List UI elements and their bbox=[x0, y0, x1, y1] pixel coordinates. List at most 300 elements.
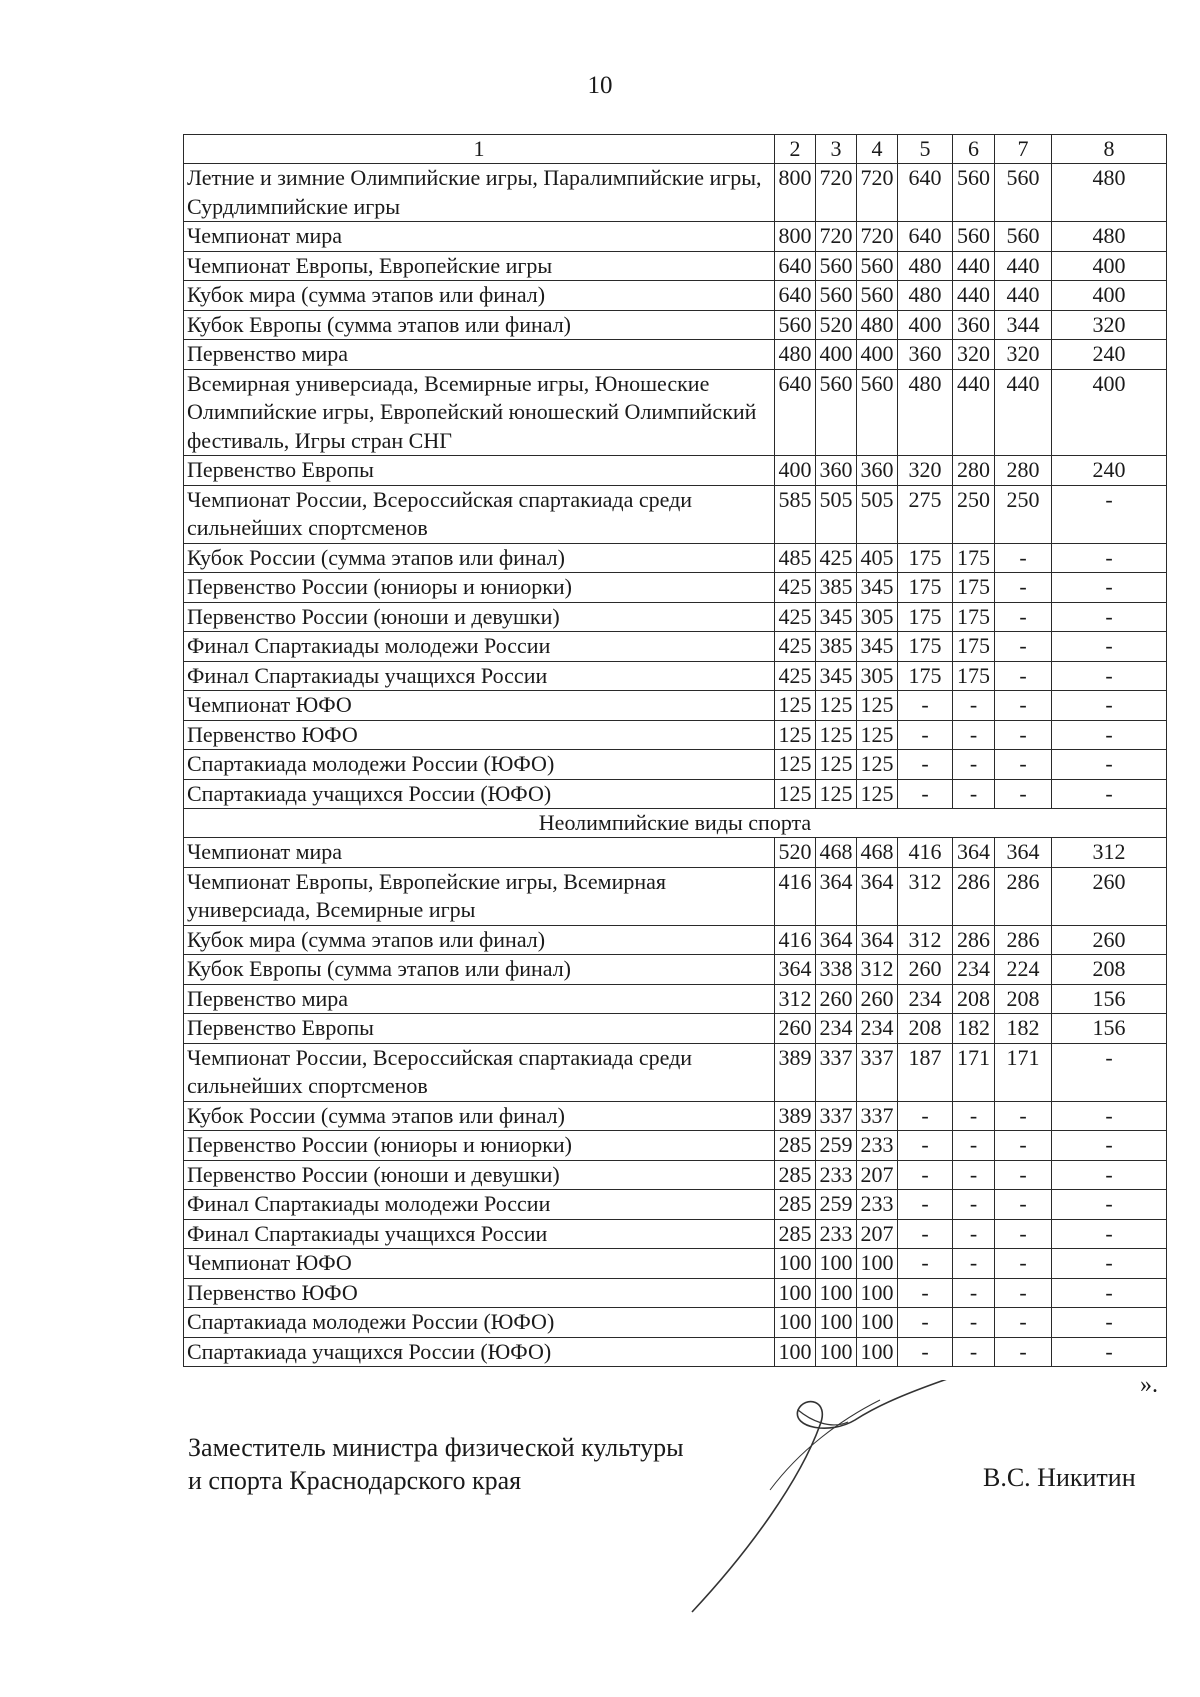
points-cell: - bbox=[953, 1308, 995, 1338]
points-cell: 800 bbox=[775, 222, 816, 252]
points-cell: - bbox=[1052, 1308, 1167, 1338]
points-cell: - bbox=[995, 1160, 1052, 1190]
points-cell: 100 bbox=[775, 1278, 816, 1308]
points-cell: 175 bbox=[953, 661, 995, 691]
competition-name-cell: Кубок Европы (сумма этапов или финал) bbox=[184, 310, 775, 340]
table-row bbox=[184, 779, 1167, 809]
points-cell: 440 bbox=[953, 251, 995, 281]
points-cell: 125 bbox=[857, 750, 898, 780]
points-cell: 233 bbox=[816, 1160, 857, 1190]
points-cell: 280 bbox=[953, 456, 995, 486]
column-number-cell: 6 bbox=[953, 135, 995, 164]
points-cell: 175 bbox=[898, 543, 953, 573]
points-cell: - bbox=[995, 1308, 1052, 1338]
points-cell: - bbox=[995, 1249, 1052, 1279]
points-cell: 400 bbox=[1052, 369, 1167, 456]
points-cell: - bbox=[1052, 779, 1167, 809]
points-cell: 364 bbox=[816, 925, 857, 955]
competition-name-cell: Чемпионат Европы, Европейские игры, Всемирная универсиада, Всемирные игры bbox=[184, 867, 775, 925]
points-cell: 100 bbox=[857, 1337, 898, 1367]
points-cell: - bbox=[1052, 573, 1167, 603]
points-cell: 360 bbox=[816, 456, 857, 486]
points-cell: - bbox=[953, 1101, 995, 1131]
points-cell: - bbox=[995, 1190, 1052, 1220]
points-table bbox=[183, 134, 1167, 1367]
points-cell: - bbox=[898, 720, 953, 750]
points-cell: 250 bbox=[953, 485, 995, 543]
points-cell: 425 bbox=[775, 632, 816, 662]
points-cell: 425 bbox=[775, 661, 816, 691]
points-cell: 389 bbox=[775, 1101, 816, 1131]
column-number-cell: 1 bbox=[184, 135, 775, 164]
table-row bbox=[184, 955, 1167, 985]
points-cell: 187 bbox=[898, 1043, 953, 1101]
points-cell: - bbox=[898, 1337, 953, 1367]
competition-name-cell: Первенство Европы bbox=[184, 1014, 775, 1044]
points-cell: 416 bbox=[775, 867, 816, 925]
table-row bbox=[184, 602, 1167, 632]
table-row bbox=[184, 1014, 1167, 1044]
points-cell: 468 bbox=[857, 838, 898, 868]
points-cell: 182 bbox=[953, 1014, 995, 1044]
points-cell: 345 bbox=[857, 632, 898, 662]
points-cell: 338 bbox=[816, 955, 857, 985]
points-cell: 425 bbox=[775, 573, 816, 603]
points-cell: - bbox=[995, 543, 1052, 573]
points-cell: 312 bbox=[857, 955, 898, 985]
points-cell: - bbox=[1052, 1219, 1167, 1249]
table-row bbox=[184, 281, 1167, 311]
points-cell: 171 bbox=[995, 1043, 1052, 1101]
points-cell: 400 bbox=[775, 456, 816, 486]
points-cell: 125 bbox=[857, 779, 898, 809]
points-cell: 260 bbox=[775, 1014, 816, 1044]
points-cell: - bbox=[995, 573, 1052, 603]
column-number-cell: 8 bbox=[1052, 135, 1167, 164]
points-cell: 125 bbox=[816, 720, 857, 750]
competition-name-cell: Первенство России (юноши и девушки) bbox=[184, 602, 775, 632]
table-row bbox=[184, 632, 1167, 662]
competition-name-cell: Чемпионат мира bbox=[184, 222, 775, 252]
points-cell: 480 bbox=[1052, 164, 1167, 222]
table-row bbox=[184, 984, 1167, 1014]
points-cell: 320 bbox=[995, 340, 1052, 370]
competition-name-cell: Первенство Европы bbox=[184, 456, 775, 486]
points-cell: - bbox=[953, 1219, 995, 1249]
points-cell: 345 bbox=[816, 661, 857, 691]
points-cell: 100 bbox=[775, 1337, 816, 1367]
points-cell: 285 bbox=[775, 1160, 816, 1190]
points-cell: 125 bbox=[816, 691, 857, 721]
points-cell: - bbox=[898, 1278, 953, 1308]
points-cell: 480 bbox=[857, 310, 898, 340]
points-cell: 520 bbox=[816, 310, 857, 340]
points-cell: 480 bbox=[898, 281, 953, 311]
points-cell: 156 bbox=[1052, 984, 1167, 1014]
competition-name-cell: Чемпионат России, Всероссийская спартакиада среди сильнейших спортсменов bbox=[184, 1043, 775, 1101]
points-cell: 520 bbox=[775, 838, 816, 868]
points-cell: - bbox=[1052, 1101, 1167, 1131]
points-cell: 208 bbox=[898, 1014, 953, 1044]
points-cell: 585 bbox=[775, 485, 816, 543]
competition-name-cell: Спартакиада молодежи России (ЮФО) bbox=[184, 1308, 775, 1338]
points-cell: 360 bbox=[898, 340, 953, 370]
points-cell: 385 bbox=[816, 573, 857, 603]
points-cell: 156 bbox=[1052, 1014, 1167, 1044]
points-cell: - bbox=[898, 1160, 953, 1190]
points-cell: 364 bbox=[857, 925, 898, 955]
table-row bbox=[184, 485, 1167, 543]
points-cell: - bbox=[953, 691, 995, 721]
points-cell: 125 bbox=[775, 720, 816, 750]
points-cell: - bbox=[953, 750, 995, 780]
points-cell: - bbox=[953, 1278, 995, 1308]
table-row bbox=[184, 925, 1167, 955]
points-cell: 305 bbox=[857, 602, 898, 632]
competition-name-cell: Чемпионат мира bbox=[184, 838, 775, 868]
points-cell: 385 bbox=[816, 632, 857, 662]
points-cell: 640 bbox=[775, 281, 816, 311]
points-cell: 560 bbox=[816, 281, 857, 311]
points-cell: 720 bbox=[857, 164, 898, 222]
competition-name-cell: Спартакиада молодежи России (ЮФО) bbox=[184, 750, 775, 780]
table-row bbox=[184, 691, 1167, 721]
points-cell: 208 bbox=[953, 984, 995, 1014]
points-cell: 260 bbox=[816, 984, 857, 1014]
points-cell: 233 bbox=[857, 1131, 898, 1161]
points-cell: 505 bbox=[816, 485, 857, 543]
points-cell: 125 bbox=[857, 720, 898, 750]
points-cell: 208 bbox=[995, 984, 1052, 1014]
points-cell: 560 bbox=[995, 164, 1052, 222]
table-row bbox=[184, 1219, 1167, 1249]
points-cell: 259 bbox=[816, 1131, 857, 1161]
points-cell: - bbox=[898, 1219, 953, 1249]
table-row bbox=[184, 251, 1167, 281]
competition-name-cell: Финал Спартакиады учащихся России bbox=[184, 1219, 775, 1249]
points-cell: 400 bbox=[857, 340, 898, 370]
points-cell: 233 bbox=[816, 1219, 857, 1249]
points-cell: 425 bbox=[816, 543, 857, 573]
competition-name-cell: Первенство России (юниоры и юниорки) bbox=[184, 1131, 775, 1161]
points-cell: 286 bbox=[995, 925, 1052, 955]
points-cell: 233 bbox=[857, 1190, 898, 1220]
points-cell: - bbox=[995, 1131, 1052, 1161]
closing-quote: ». bbox=[1140, 1372, 1158, 1398]
points-cell: - bbox=[1052, 1160, 1167, 1190]
points-cell: 337 bbox=[857, 1101, 898, 1131]
points-cell: 364 bbox=[857, 867, 898, 925]
competition-name-cell: Финал Спартакиады молодежи России bbox=[184, 632, 775, 662]
points-cell: 285 bbox=[775, 1219, 816, 1249]
points-cell: - bbox=[953, 1337, 995, 1367]
table-row bbox=[184, 222, 1167, 252]
column-number-cell: 3 bbox=[816, 135, 857, 164]
points-cell: 485 bbox=[775, 543, 816, 573]
table-row bbox=[184, 1043, 1167, 1101]
points-cell: 285 bbox=[775, 1131, 816, 1161]
points-cell: 400 bbox=[816, 340, 857, 370]
table-row bbox=[184, 661, 1167, 691]
points-cell: 175 bbox=[953, 602, 995, 632]
points-cell: - bbox=[898, 1249, 953, 1279]
points-cell: - bbox=[953, 720, 995, 750]
points-cell: - bbox=[1052, 1337, 1167, 1367]
points-cell: 320 bbox=[953, 340, 995, 370]
signature-title-line1: Заместитель министра физической культуры bbox=[188, 1433, 684, 1462]
competition-name-cell: Чемпионат Европы, Европейские игры bbox=[184, 251, 775, 281]
points-cell: - bbox=[1052, 1278, 1167, 1308]
points-cell: - bbox=[995, 1337, 1052, 1367]
table-row bbox=[184, 867, 1167, 925]
points-cell: 175 bbox=[898, 632, 953, 662]
competition-name-cell: Летние и зимние Олимпийские игры, Паралимпийские игры, Сурдлимпийские игры bbox=[184, 164, 775, 222]
points-cell: 100 bbox=[816, 1249, 857, 1279]
points-cell: 100 bbox=[857, 1308, 898, 1338]
points-cell: 360 bbox=[953, 310, 995, 340]
points-cell: - bbox=[953, 1131, 995, 1161]
points-cell: 440 bbox=[953, 281, 995, 311]
column-number-cell: 7 bbox=[995, 135, 1052, 164]
table-row bbox=[184, 838, 1167, 868]
points-cell: 720 bbox=[816, 164, 857, 222]
points-cell: 260 bbox=[857, 984, 898, 1014]
points-cell: 640 bbox=[898, 222, 953, 252]
points-cell: 175 bbox=[898, 573, 953, 603]
points-cell: 480 bbox=[898, 251, 953, 281]
points-cell: 125 bbox=[775, 750, 816, 780]
points-cell: - bbox=[898, 750, 953, 780]
competition-name-cell: Финал Спартакиады молодежи России bbox=[184, 1190, 775, 1220]
points-cell: 364 bbox=[995, 838, 1052, 868]
table-row bbox=[184, 1160, 1167, 1190]
table-row bbox=[184, 720, 1167, 750]
points-cell: - bbox=[953, 1160, 995, 1190]
points-cell: 560 bbox=[953, 222, 995, 252]
points-cell: 175 bbox=[898, 602, 953, 632]
competition-name-cell: Чемпионат России, Всероссийская спартакиада среди сильнейших спортсменов bbox=[184, 485, 775, 543]
table-row bbox=[184, 1249, 1167, 1279]
points-cell: - bbox=[1052, 602, 1167, 632]
points-cell: - bbox=[995, 1278, 1052, 1308]
points-cell: 360 bbox=[857, 456, 898, 486]
table-row bbox=[184, 1131, 1167, 1161]
points-cell: - bbox=[995, 691, 1052, 721]
column-number-cell: 4 bbox=[857, 135, 898, 164]
points-cell: 560 bbox=[995, 222, 1052, 252]
points-cell: - bbox=[995, 720, 1052, 750]
points-cell: 182 bbox=[995, 1014, 1052, 1044]
competition-name-cell: Чемпионат ЮФО bbox=[184, 1249, 775, 1279]
column-number-cell: 2 bbox=[775, 135, 816, 164]
points-cell: 364 bbox=[953, 838, 995, 868]
points-cell: - bbox=[995, 602, 1052, 632]
table-row bbox=[184, 340, 1167, 370]
points-cell: 364 bbox=[775, 955, 816, 985]
points-cell: 285 bbox=[775, 1190, 816, 1220]
table-row bbox=[184, 573, 1167, 603]
points-cell: - bbox=[995, 779, 1052, 809]
points-cell: 100 bbox=[775, 1249, 816, 1279]
points-cell: 305 bbox=[857, 661, 898, 691]
points-cell: 280 bbox=[995, 456, 1052, 486]
points-cell: 560 bbox=[816, 369, 857, 456]
points-cell: 560 bbox=[816, 251, 857, 281]
handwritten-signature bbox=[680, 1380, 960, 1620]
points-cell: - bbox=[1052, 1043, 1167, 1101]
points-cell: 234 bbox=[898, 984, 953, 1014]
points-cell: 440 bbox=[995, 369, 1052, 456]
points-cell: - bbox=[1052, 1131, 1167, 1161]
competition-name-cell: Кубок России (сумма этапов или финал) bbox=[184, 543, 775, 573]
competition-name-cell: Чемпионат ЮФО bbox=[184, 691, 775, 721]
table-row bbox=[184, 456, 1167, 486]
points-cell: 640 bbox=[775, 369, 816, 456]
points-cell: 125 bbox=[816, 750, 857, 780]
points-cell: 440 bbox=[995, 251, 1052, 281]
competition-name-cell: Кубок Европы (сумма этапов или финал) bbox=[184, 955, 775, 985]
points-cell: 100 bbox=[816, 1278, 857, 1308]
points-cell: 480 bbox=[775, 340, 816, 370]
competition-name-cell: Всемирная универсиада, Всемирные игры, Юношеские Олимпийские игры, Европейский юношеский Олимпийский фестиваль, Игры стран СНГ bbox=[184, 369, 775, 456]
points-cell: 125 bbox=[775, 779, 816, 809]
competition-name-cell: Первенство ЮФО bbox=[184, 720, 775, 750]
points-cell: 405 bbox=[857, 543, 898, 573]
points-cell: 440 bbox=[995, 281, 1052, 311]
signature-title-line2: и спорта Краснодарского края bbox=[188, 1466, 522, 1495]
points-cell: - bbox=[1052, 632, 1167, 662]
points-cell: - bbox=[1052, 691, 1167, 721]
points-cell: 260 bbox=[898, 955, 953, 985]
points-cell: - bbox=[898, 691, 953, 721]
points-cell: 560 bbox=[857, 251, 898, 281]
points-cell: 125 bbox=[775, 691, 816, 721]
points-cell: - bbox=[1052, 661, 1167, 691]
points-cell: 260 bbox=[1052, 925, 1167, 955]
signature-title bbox=[188, 1431, 684, 1497]
points-cell: 320 bbox=[1052, 310, 1167, 340]
table-row bbox=[184, 310, 1167, 340]
competition-name-cell: Финал Спартакиады учащихся России bbox=[184, 661, 775, 691]
table-header-row bbox=[184, 135, 1167, 164]
points-cell: 560 bbox=[857, 369, 898, 456]
page-number: 10 bbox=[587, 72, 613, 99]
points-cell: 171 bbox=[953, 1043, 995, 1101]
points-cell: 175 bbox=[953, 543, 995, 573]
points-cell: 275 bbox=[898, 485, 953, 543]
points-cell: - bbox=[953, 1249, 995, 1279]
points-cell: - bbox=[898, 1131, 953, 1161]
points-cell: 337 bbox=[816, 1043, 857, 1101]
points-cell: - bbox=[995, 750, 1052, 780]
points-cell: - bbox=[1052, 1249, 1167, 1279]
points-cell: 286 bbox=[953, 925, 995, 955]
points-cell: 364 bbox=[816, 867, 857, 925]
points-cell: - bbox=[995, 632, 1052, 662]
points-cell: - bbox=[995, 1219, 1052, 1249]
competition-name-cell: Спартакиада учащихся России (ЮФО) bbox=[184, 779, 775, 809]
points-cell: 100 bbox=[816, 1337, 857, 1367]
points-cell: - bbox=[1052, 1190, 1167, 1220]
column-number-cell: 5 bbox=[898, 135, 953, 164]
section-row bbox=[184, 809, 1167, 838]
points-cell: 400 bbox=[1052, 251, 1167, 281]
points-cell: 240 bbox=[1052, 456, 1167, 486]
points-cell: 312 bbox=[1052, 838, 1167, 868]
points-cell: - bbox=[953, 1190, 995, 1220]
points-cell: 560 bbox=[775, 310, 816, 340]
competition-name-cell: Кубок России (сумма этапов или финал) bbox=[184, 1101, 775, 1131]
points-cell: 337 bbox=[857, 1043, 898, 1101]
points-cell: 234 bbox=[816, 1014, 857, 1044]
points-cell: 425 bbox=[775, 602, 816, 632]
competition-name-cell: Первенство мира bbox=[184, 340, 775, 370]
points-cell: 207 bbox=[857, 1219, 898, 1249]
competition-name-cell: Спартакиада учащихся России (ЮФО) bbox=[184, 1337, 775, 1367]
points-cell: - bbox=[995, 661, 1052, 691]
table-row bbox=[184, 750, 1167, 780]
points-cell: 125 bbox=[816, 779, 857, 809]
competition-name-cell: Первенство России (юноши и девушки) bbox=[184, 1160, 775, 1190]
points-cell: 100 bbox=[816, 1308, 857, 1338]
points-cell: 100 bbox=[775, 1308, 816, 1338]
points-cell: - bbox=[995, 1101, 1052, 1131]
points-cell: - bbox=[898, 1308, 953, 1338]
points-cell: 320 bbox=[898, 456, 953, 486]
points-cell: 175 bbox=[898, 661, 953, 691]
points-cell: 720 bbox=[857, 222, 898, 252]
signature-name: В.С. Никитин bbox=[983, 1463, 1136, 1492]
competition-name-cell: Первенство мира bbox=[184, 984, 775, 1014]
points-cell: 560 bbox=[953, 164, 995, 222]
points-cell: 125 bbox=[857, 691, 898, 721]
competition-name-cell: Кубок мира (сумма этапов или финал) bbox=[184, 281, 775, 311]
points-cell: 389 bbox=[775, 1043, 816, 1101]
points-cell: 720 bbox=[816, 222, 857, 252]
points-cell: 312 bbox=[898, 925, 953, 955]
points-cell: 560 bbox=[857, 281, 898, 311]
points-cell: 100 bbox=[857, 1278, 898, 1308]
points-cell: 345 bbox=[816, 602, 857, 632]
points-cell: 440 bbox=[953, 369, 995, 456]
points-cell: 640 bbox=[898, 164, 953, 222]
points-cell: 800 bbox=[775, 164, 816, 222]
competition-name-cell: Кубок мира (сумма этапов или финал) bbox=[184, 925, 775, 955]
table-row bbox=[184, 1308, 1167, 1338]
points-cell: 640 bbox=[775, 251, 816, 281]
points-cell: 240 bbox=[1052, 340, 1167, 370]
competition-name-cell: Первенство ЮФО bbox=[184, 1278, 775, 1308]
points-cell: - bbox=[898, 1101, 953, 1131]
table-row bbox=[184, 543, 1167, 573]
points-cell: 250 bbox=[995, 485, 1052, 543]
points-cell: 400 bbox=[1052, 281, 1167, 311]
points-cell: 286 bbox=[995, 867, 1052, 925]
points-cell: 259 bbox=[816, 1190, 857, 1220]
points-cell: 400 bbox=[898, 310, 953, 340]
points-cell: - bbox=[898, 779, 953, 809]
points-cell: 468 bbox=[816, 838, 857, 868]
points-cell: 344 bbox=[995, 310, 1052, 340]
points-cell: - bbox=[1052, 720, 1167, 750]
points-cell: 175 bbox=[953, 632, 995, 662]
points-cell: 505 bbox=[857, 485, 898, 543]
points-cell: - bbox=[898, 1190, 953, 1220]
points-cell: 337 bbox=[816, 1101, 857, 1131]
points-cell: 286 bbox=[953, 867, 995, 925]
points-cell: 345 bbox=[857, 573, 898, 603]
points-cell: 207 bbox=[857, 1160, 898, 1190]
